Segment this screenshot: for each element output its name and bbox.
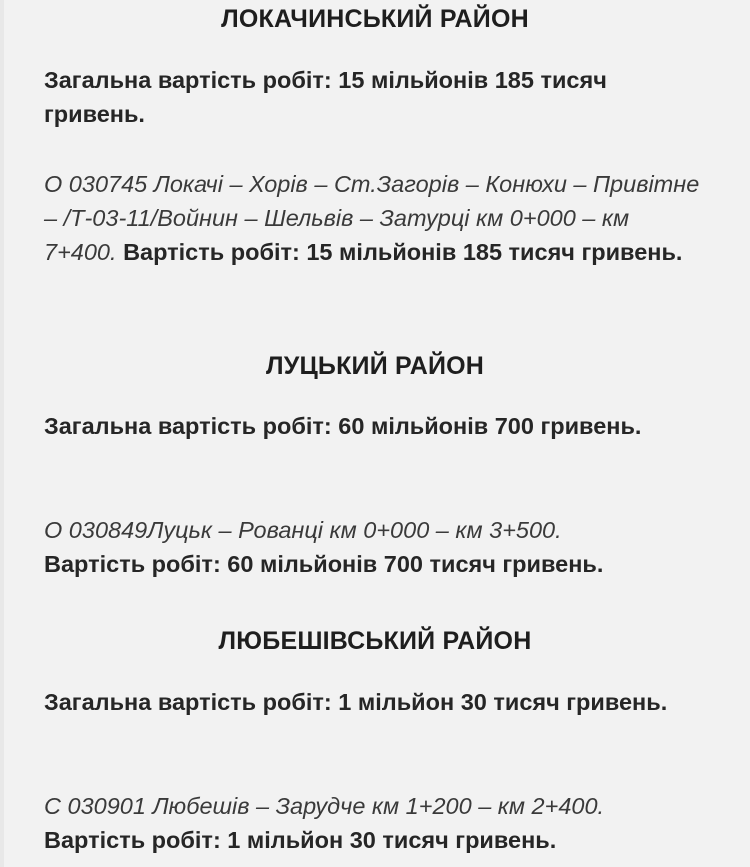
road-entry-liubeshiv (44, 789, 706, 857)
road-entry-lokachi (44, 167, 706, 269)
district-total-cost-lutsk: Загальна вартість робіт: 60 мільйонів 700 гривень. (44, 413, 642, 439)
road-entry-lutsk (44, 513, 706, 581)
district-title-liubeshiv: ЛЮБЕШІВСЬКИЙ РАЙОН (218, 627, 532, 655)
district-title-lokachi: ЛОКАЧИНСЬКИЙ РАЙОН (221, 5, 529, 33)
district-total-cost-liubeshiv: Загальна вартість робіт: 1 мільйон 30 тисяч гривень. (44, 689, 668, 715)
road-name: О 030849Луцьк – Рованці км 0+000 – км 3+500. (44, 517, 562, 543)
district-title-lutsk: ЛУЦЬКИЙ РАЙОН (265, 352, 485, 380)
road-name: С 030901 Любешів – Зарудче км 1+200 – км 2+400. (44, 793, 605, 819)
road-cost: Вартість робіт: 60 мільйонів 700 тисяч гривень. (44, 551, 604, 577)
left-edge-divider (0, 0, 4, 867)
road-cost: Вартість робіт: 15 мільйонів 185 тисяч гривень. (123, 239, 683, 265)
district-total-cost-lokachi: Загальна вартість робіт: 15 мільйонів 185 тисяч гривень. (44, 67, 607, 127)
road-name: О 030745 Локачі – Хорів – Ст.Загорів – Конюхи – Привітне – /Т-03-11/Войнин – Шельвів – Затурці км 0+000 – км 7+400. (44, 171, 700, 265)
road-cost: Вартість робіт: 1 мільйон 30 тисяч гривень. (44, 827, 557, 853)
